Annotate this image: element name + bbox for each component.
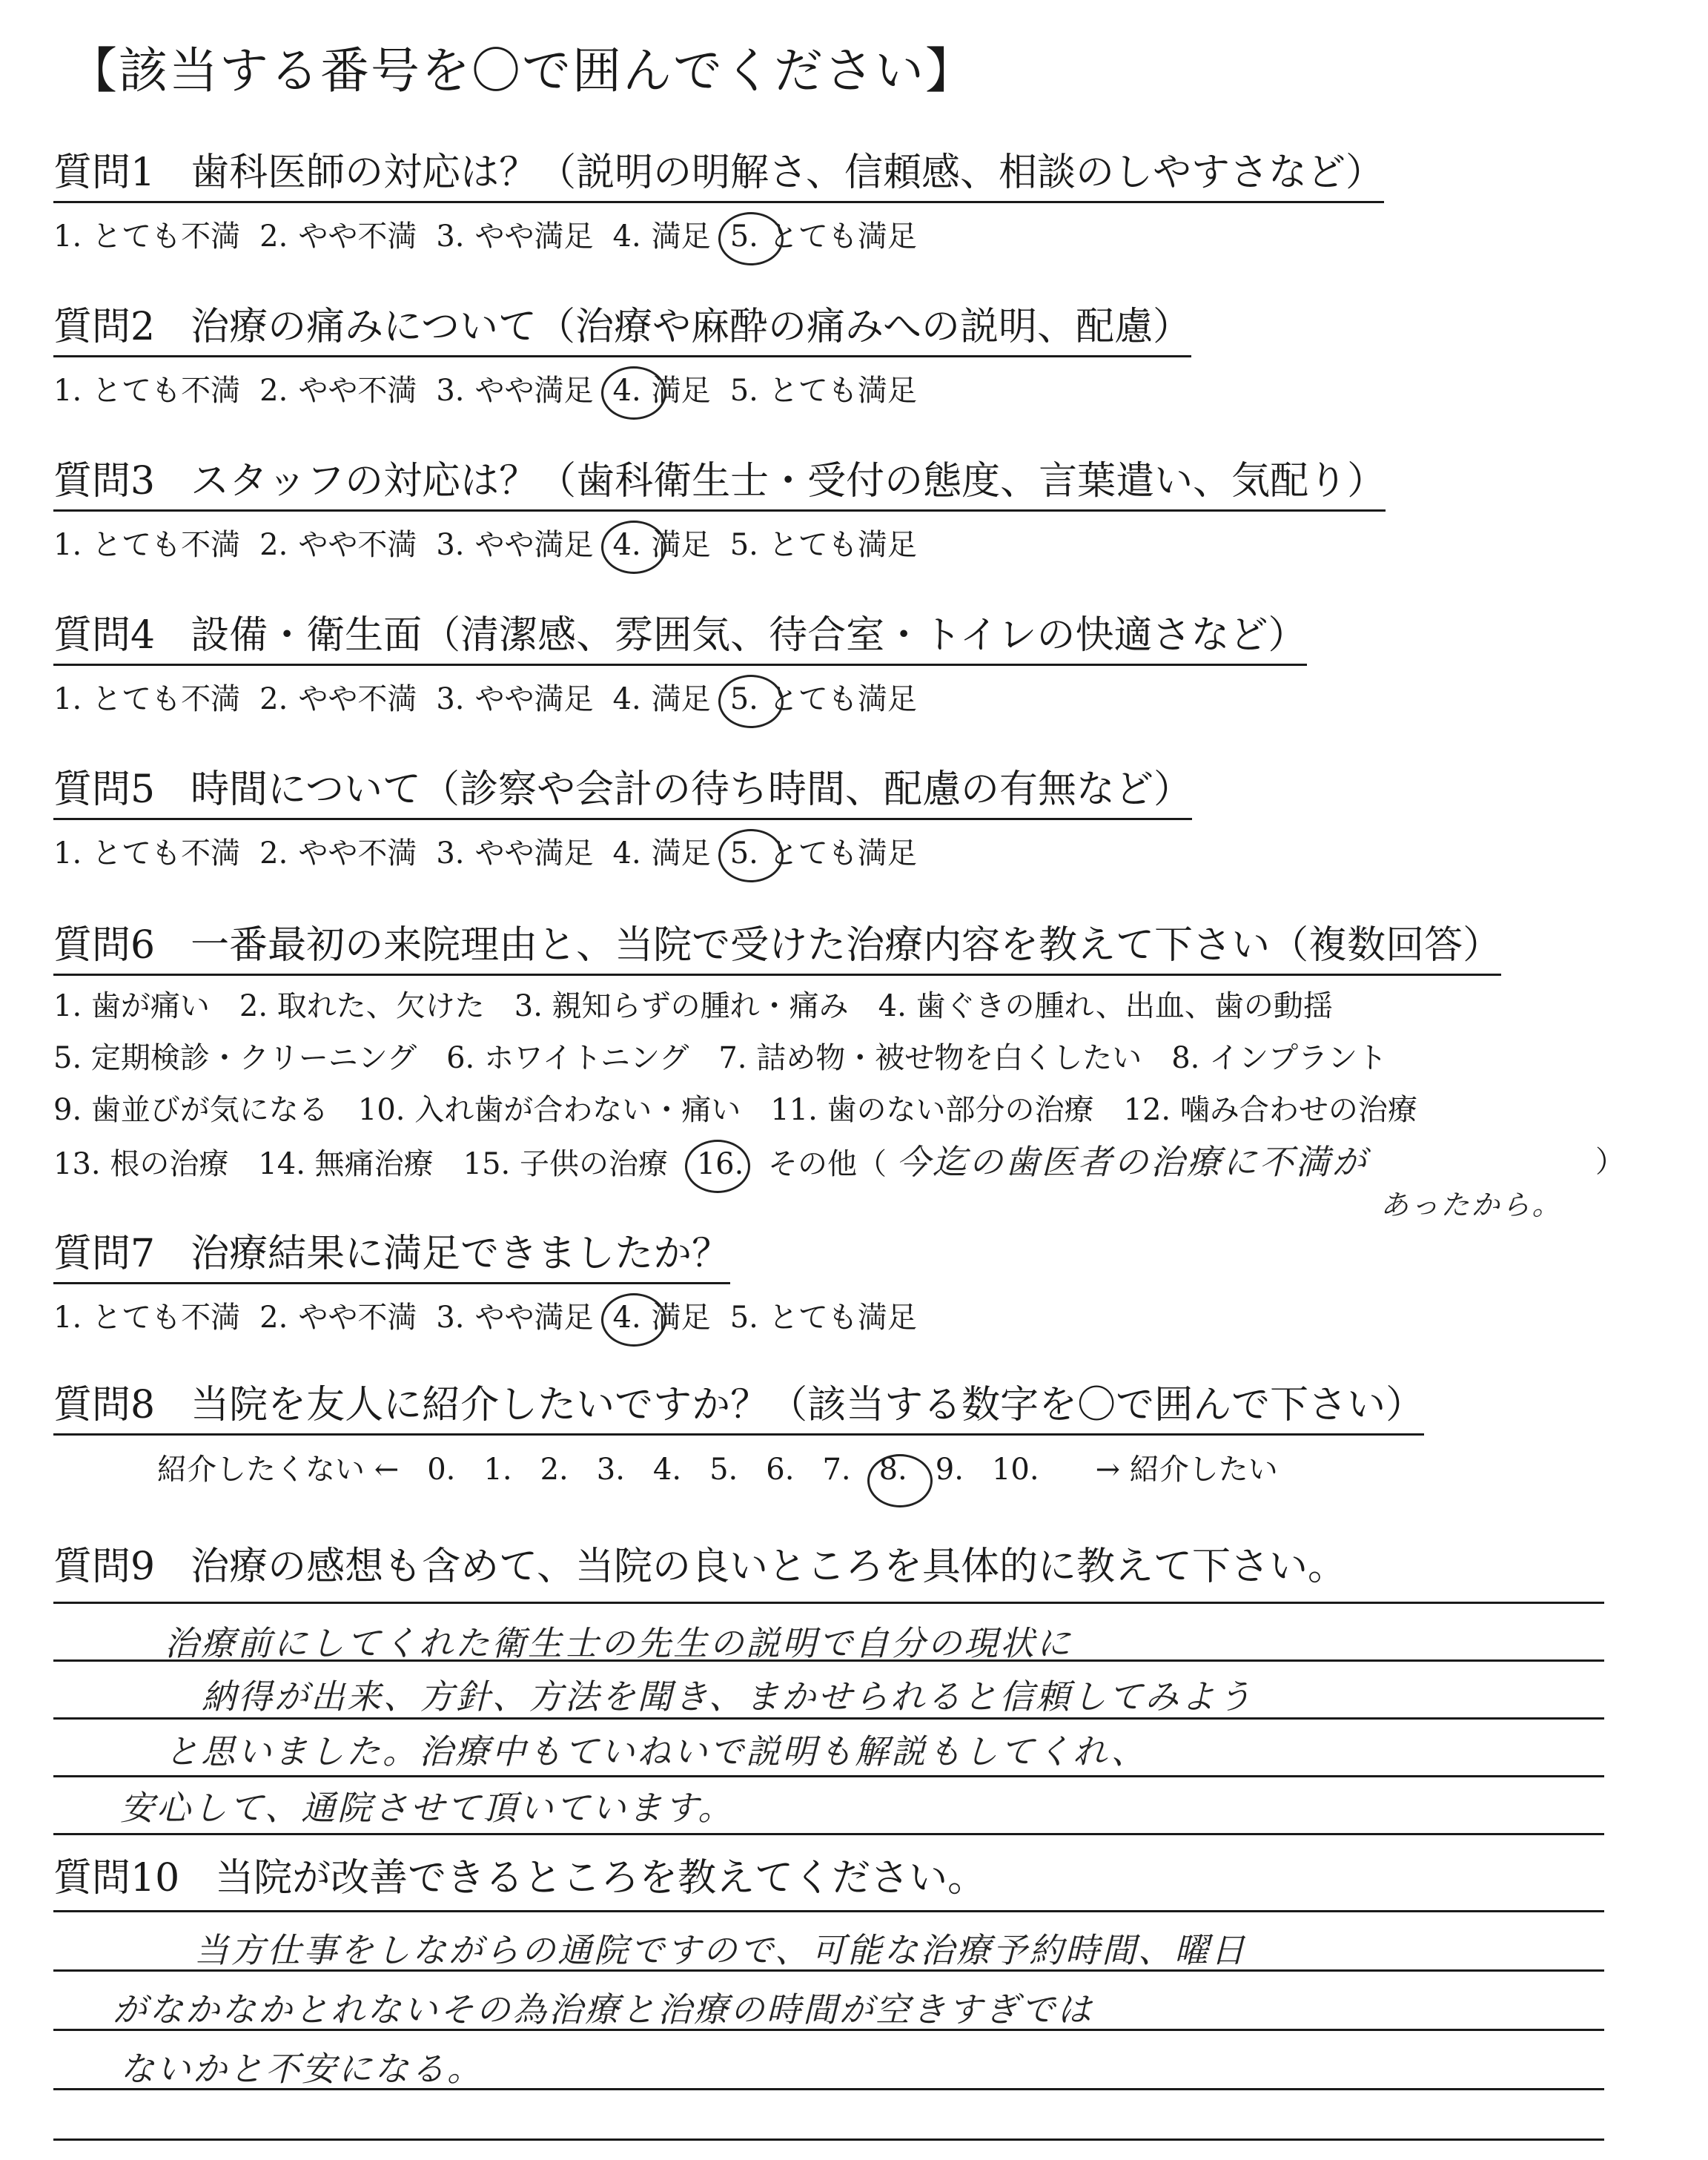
option-number: 1. (53, 219, 82, 254)
option-number: 3. (436, 528, 465, 562)
question-text: 当院が改善できるところを教えてください。 (215, 1856, 987, 1900)
option-number: 5. (730, 211, 758, 262)
option-4[interactable] (613, 211, 711, 262)
answer-10-line-2: がなかなかとれないその為治療と治療の時間が空きすぎでは (113, 1989, 1093, 2029)
option-number: 5. (730, 673, 758, 725)
reason-options[interactable] (53, 980, 1625, 1221)
option-label: 満足 (651, 682, 711, 716)
option-label: とても不満 (92, 219, 241, 254)
option-number: 1. (53, 682, 82, 716)
question-text: 当院を友人に紹介したいですか？（該当する数字を〇で囲んで下さい） (191, 1383, 1425, 1427)
scale-value[interactable]: 5. (709, 1453, 738, 1487)
option-label: やや満足 (474, 682, 594, 716)
option-number: 1. (53, 1301, 82, 1335)
option-1[interactable] (53, 365, 240, 417)
option-number: 3. (436, 836, 465, 871)
option-number: 5. (729, 528, 758, 562)
option-number: 4. (613, 519, 641, 571)
option-label: とても不満 (92, 528, 241, 562)
question-title (53, 914, 1501, 976)
question-6 (53, 914, 1625, 1221)
question-number: 質問8 (53, 1383, 156, 1427)
option-label: やや不満 (298, 374, 417, 408)
option-2[interactable] (259, 1292, 417, 1344)
question-number: 質問10 (53, 1856, 180, 1900)
option-label: やや満足 (474, 528, 594, 562)
scale-value[interactable]: 0. (427, 1453, 456, 1487)
option-label: 満足 (651, 836, 711, 871)
question-number: 質問3 (53, 459, 156, 503)
reason-row-4[interactable] (53, 1136, 1625, 1221)
question-number: 質問5 (53, 767, 156, 812)
option-label: 満足 (651, 219, 711, 254)
option-1[interactable] (53, 519, 240, 571)
option-3[interactable] (436, 673, 593, 725)
question-10 (53, 1846, 986, 1906)
option-1[interactable] (53, 673, 240, 725)
option-number: 4. (612, 682, 641, 716)
question-number: 質問6 (53, 923, 156, 968)
question-9 (53, 1535, 1346, 1595)
option-label: とても満足 (768, 682, 917, 716)
answer-9-line-1: 治療前にしてくれた衛生士の先生の説明で自分の現状に (165, 1623, 1073, 1663)
option-5-selected[interactable] (730, 828, 917, 879)
option-label: やや不満 (298, 219, 417, 254)
option-number: 2. (259, 682, 288, 716)
option-label: とても不満 (92, 682, 241, 716)
option-5[interactable] (730, 365, 917, 417)
scale-value[interactable]: 9. (935, 1453, 964, 1487)
question-number: 質問7 (53, 1232, 156, 1276)
question-7 (53, 1222, 936, 1344)
question-3 (53, 449, 1386, 571)
option-label: とても満足 (768, 528, 917, 562)
scale-value[interactable]: 4. (652, 1453, 682, 1487)
answer-rule (53, 1602, 1604, 1604)
question-title (53, 141, 1384, 203)
scale-value[interactable]: 10. (991, 1453, 1039, 1487)
option-2[interactable] (259, 365, 417, 417)
option-number: 5. (729, 374, 758, 408)
option-number: 2. (259, 1301, 288, 1335)
answer-9-lines[interactable] (53, 1594, 1604, 1832)
answer-rule (53, 2138, 1604, 2141)
question-text: スタッフの対応は？（歯科衛生士・受付の態度、言葉遣い、気配り） (191, 459, 1386, 503)
question-text: 歯科医師の対応は？（説明の明解さ、信頼感、相談のしやすさなど） (191, 151, 1385, 195)
question-text: 時間について（診察や会計の待ち時間、配慮の有無など） (191, 767, 1193, 812)
question-title (53, 1535, 1346, 1595)
question-text: 設備・衛生面（清潔感、雰囲気、待合室・トイレの快適さなど） (191, 613, 1307, 658)
scale-value[interactable]: 2. (540, 1453, 569, 1487)
option-label: 満足 (651, 1301, 711, 1335)
option-label: やや満足 (474, 836, 594, 871)
rating-options[interactable] (53, 673, 1307, 725)
question-text: 治療結果に満足できましたか？ (191, 1232, 731, 1276)
option-label: 満足 (651, 528, 711, 562)
option-label: やや不満 (298, 1301, 417, 1335)
option-3[interactable] (436, 365, 593, 417)
question-title (53, 1222, 730, 1284)
option-label: とても満足 (768, 836, 917, 871)
question-title (53, 295, 1191, 357)
rating-options[interactable] (53, 365, 1191, 417)
question-5 (53, 758, 1192, 879)
question-text: 一番最初の来院理由と、当院で受けた治療内容を教えて下さい（複数回答） (191, 923, 1502, 968)
question-title (53, 1846, 986, 1906)
option-number: 5. (729, 1301, 758, 1335)
option-label: やや満足 (474, 374, 594, 408)
question-number: 質問4 (53, 613, 156, 658)
reason-row-3[interactable]: 9. 歯並びが気になる 10. 入れ歯が合わない・痛い 11. 歯のない部分の治療 12. 噛み合わせの治療 (53, 1093, 1417, 1127)
question-1 (53, 141, 1384, 262)
reason-16-selected[interactable] (697, 1138, 744, 1190)
option-number: 1. (53, 374, 82, 408)
option-label: やや不満 (298, 528, 417, 562)
reason-other-handwritten-2: あったから。 (1380, 1189, 1563, 1221)
option-4-selected[interactable] (613, 365, 711, 417)
option-3[interactable] (436, 519, 593, 571)
answer-9-line-3: と思いました。治療中もていねいで説明も解説もしてくれ、 (165, 1731, 1148, 1771)
option-label: とても満足 (768, 1301, 917, 1335)
option-3[interactable] (436, 828, 593, 879)
option-2[interactable] (259, 673, 417, 725)
option-number: 4. (613, 1292, 641, 1344)
option-label: とても満足 (768, 219, 917, 254)
option-number: 3. (436, 219, 465, 254)
option-number: 1. (53, 528, 82, 562)
reason-16-number: 16. (696, 1147, 744, 1181)
question-number: 質問1 (53, 151, 156, 195)
recommend-scale[interactable] (157, 1446, 1424, 1488)
option-1[interactable] (53, 211, 240, 262)
answer-10-lines[interactable] (53, 1903, 1604, 2140)
question-number: 質問9 (53, 1545, 156, 1589)
option-number: 2. (259, 374, 288, 408)
option-1[interactable] (53, 1292, 240, 1344)
form-heading: 【該当する番号を〇で囲んでください】 (68, 42, 976, 99)
scale-right-label: → 紹介したい (1095, 1453, 1278, 1487)
option-5[interactable] (730, 519, 917, 571)
answer-10-line-3: ないかと不安になる。 (120, 2049, 483, 2089)
question-2 (53, 295, 1191, 417)
option-number: 5. (730, 828, 758, 879)
reason-other-close: ） (1595, 1145, 1625, 1179)
option-5[interactable] (730, 1292, 917, 1344)
option-label: やや不満 (298, 682, 417, 716)
question-number: 質問2 (53, 305, 156, 349)
option-label: 満足 (651, 374, 711, 408)
scale-numbers[interactable] (427, 1453, 1067, 1487)
option-label: やや満足 (474, 219, 594, 254)
option-number: 4. (612, 219, 641, 254)
answer-9-line-4: 安心して、通院させて頂いています。 (120, 1788, 735, 1828)
rating-options[interactable] (53, 1292, 936, 1344)
question-title (53, 758, 1192, 820)
option-number: 2. (259, 528, 288, 562)
option-4-selected[interactable] (613, 519, 711, 571)
reason-other-handwritten: 今迄の歯医者の治療に不満が (896, 1142, 1368, 1182)
option-number: 3. (436, 1301, 465, 1335)
option-4[interactable] (613, 828, 711, 879)
option-label: やや満足 (474, 1301, 594, 1335)
option-number: 2. (259, 836, 288, 871)
question-4 (53, 604, 1307, 725)
question-title (53, 604, 1307, 666)
option-number: 3. (436, 374, 465, 408)
reason-row-1[interactable]: 1. 歯が痛い 2. 取れた、欠けた 3. 親知らずの腫れ・痛み 4. 歯ぐきの腫れ、出血、歯の動揺 (53, 989, 1333, 1023)
option-number: 2. (259, 219, 288, 254)
scale-value-selected[interactable]: 8. (878, 1453, 907, 1487)
reason-other-label: その他（ (768, 1147, 887, 1181)
option-number: 1. (53, 836, 82, 871)
option-label: とても不満 (92, 1301, 241, 1335)
option-number: 4. (612, 836, 641, 871)
option-label: とても不満 (92, 836, 241, 871)
scale-left-label: 紹介したくない ← (157, 1453, 400, 1487)
option-number: 3. (436, 682, 465, 716)
answer-10-line-1: 当方仕事をしながらの通院ですので、可能な治療予約時間、曜日 (194, 1930, 1248, 1970)
option-1[interactable] (53, 828, 240, 879)
answer-rule (53, 1775, 1604, 1777)
reason-row-4-text: 13. 根の治療 14. 無痛治療 15. 子供の治療 (53, 1147, 668, 1181)
question-text: 治療の痛みについて（治療や麻酔の痛みへの説明、配慮） (191, 305, 1192, 349)
scale-value[interactable]: 6. (766, 1453, 795, 1487)
option-3[interactable] (436, 211, 593, 262)
option-3[interactable] (436, 1292, 593, 1344)
rating-options[interactable] (53, 519, 1386, 571)
option-label: やや不満 (298, 836, 417, 871)
option-2[interactable] (259, 828, 417, 879)
option-4[interactable] (613, 673, 711, 725)
option-number: 4. (613, 365, 641, 417)
rating-options[interactable] (53, 828, 1192, 879)
option-4-selected[interactable] (613, 1292, 711, 1344)
option-5-selected[interactable] (730, 211, 917, 262)
answer-9-line-2: 納得が出来、方針、方法を聞き、まかせられると信頼してみよう (202, 1677, 1254, 1717)
answer-rule (53, 1833, 1604, 1835)
question-text: 治療の感想も含めて、当院の良いところを具体的に教えて下さい。 (191, 1545, 1347, 1589)
rating-options[interactable] (53, 211, 1384, 262)
question-title (53, 449, 1386, 512)
option-label: とても不満 (92, 374, 241, 408)
option-5-selected[interactable] (730, 673, 917, 725)
option-label: とても満足 (768, 374, 917, 408)
scale-value[interactable]: 1. (483, 1453, 512, 1487)
option-2[interactable] (259, 211, 417, 262)
scale-value[interactable]: 3. (596, 1453, 625, 1487)
option-2[interactable] (259, 519, 417, 571)
reason-row-2[interactable]: 5. 定期検診・クリーニング 6. ホワイトニング 7. 詰め物・被せ物を白くしたい 8. インプラント (53, 1041, 1388, 1075)
answer-rule (53, 1910, 1604, 1912)
scale-value[interactable]: 7. (822, 1453, 851, 1487)
question-8 (53, 1373, 1424, 1488)
question-title (53, 1373, 1424, 1436)
